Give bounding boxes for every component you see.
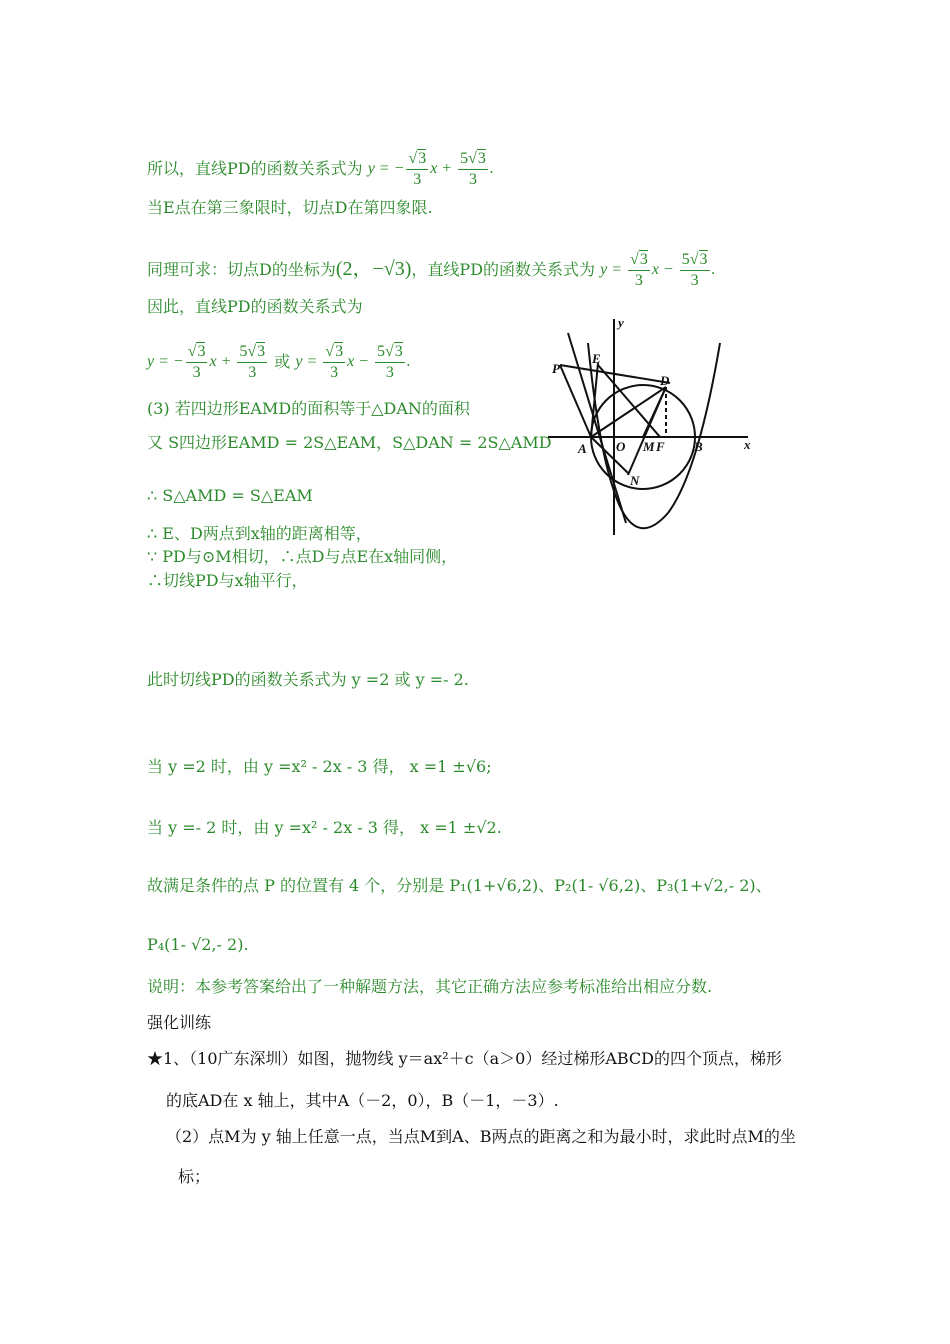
line-3-coord: (2，−√3) <box>335 258 412 280</box>
text-line-15: 故满足条件的点 P 的位置有 4 个，分别是 P₁(1+√6,2)、P₂(1- √6,2)、P₃(1+√2,- 2)、 <box>147 876 772 895</box>
text-line-20: 的底AD在 x 轴上，其中A（－2，0），B（－1，－3）. <box>166 1091 559 1110</box>
label-n: N <box>630 473 640 488</box>
text-line-3 <box>147 250 716 291</box>
text-line-21: （2）点M为 y 轴上任意一点，当点M到A、B两点的距离之和为最小时，求此时点M的坐 <box>166 1127 796 1146</box>
line-pa <box>560 365 591 437</box>
geometry-figure <box>548 313 758 542</box>
line-3-formula: y = $\frac{√3}{3}$ x − $\frac{5√3}{3}$ . <box>600 251 716 289</box>
text-line-11: ∴切线PD与x轴平行， <box>147 571 308 590</box>
text-line-9: ∴ E、D两点到x轴的距离相等， <box>147 524 372 543</box>
label-x: x <box>744 437 751 452</box>
label-f: F <box>656 439 665 454</box>
text-line-17: 说明：本参考答案给出了一种解题方法，其它正确方法应参考标准给出相应分数. <box>147 977 713 996</box>
text-line-16: P₄(1- √2,- 2). <box>147 935 249 954</box>
text-line-18: 强化训练 <box>147 1013 212 1032</box>
text-line-10: ∵ PD与⊙M相切，∴点D与点E在x轴同侧， <box>147 547 458 566</box>
text-line-1 <box>147 149 494 190</box>
line-1-text: 所以，直线PD的函数关系式为 <box>147 159 363 178</box>
line-1-formula: y = − $\frac{√3}{3}$ x + $\frac{5√3}{3}$ . <box>367 150 494 188</box>
text-line-2: 当E点在第三象限时，切点D在第四象限. <box>147 198 433 217</box>
label-o: O <box>616 439 626 454</box>
text-line-6: (3) 若四边形EAMD的面积等于△DAN的面积 <box>147 399 470 418</box>
line-3-text2: ，直线PD的函数关系式为 <box>411 260 596 279</box>
text-line-12: 此时切线PD的函数关系式为 y =2 或 y =- 2. <box>147 670 469 689</box>
label-a: A <box>578 441 587 456</box>
label-e: E <box>592 351 601 366</box>
text-line-13: 当 y =2 时，由 y =x² - 2x - 3 得， x =1 ±√6; <box>147 757 492 776</box>
label-d: D <box>660 373 670 388</box>
label-m: M <box>643 439 655 454</box>
text-line-19: ★1、（10广东深圳）如图，抛物线 y＝ax²＋c（a＞0）经过梯形ABCD的四个顶点，梯形 <box>147 1049 783 1068</box>
text-line-22: 标； <box>178 1167 211 1186</box>
text-line-5 <box>147 342 411 383</box>
line-5-formula-1: y = − $\frac{√3}{3}$ x + $\frac{5√3}{3}$ <box>147 343 266 381</box>
label-b: B <box>694 439 703 454</box>
label-y: y <box>618 315 624 330</box>
text-line-7: 又 S四边形EAMD = 2S△EAM，S△DAN = 2S△AMD <box>147 433 552 452</box>
text-line-4: 因此，直线PD的函数关系式为 <box>147 297 363 316</box>
text-line-14: 当 y =- 2 时，由 y =x² - 2x - 3 得， x =1 ±√2. <box>147 818 502 837</box>
line-5-formula-2: y = $\frac{√3}{3}$ x − $\frac{5√3}{3}$ . <box>295 343 411 381</box>
line-5-or: 或 <box>274 352 291 371</box>
figure-svg <box>548 313 758 538</box>
line-3-text: 同理可求：切点D的坐标为 <box>147 260 336 279</box>
parabola <box>588 343 720 528</box>
label-p: P <box>552 361 560 376</box>
text-line-8: ∴ S△AMD = S△EAM <box>147 486 313 505</box>
